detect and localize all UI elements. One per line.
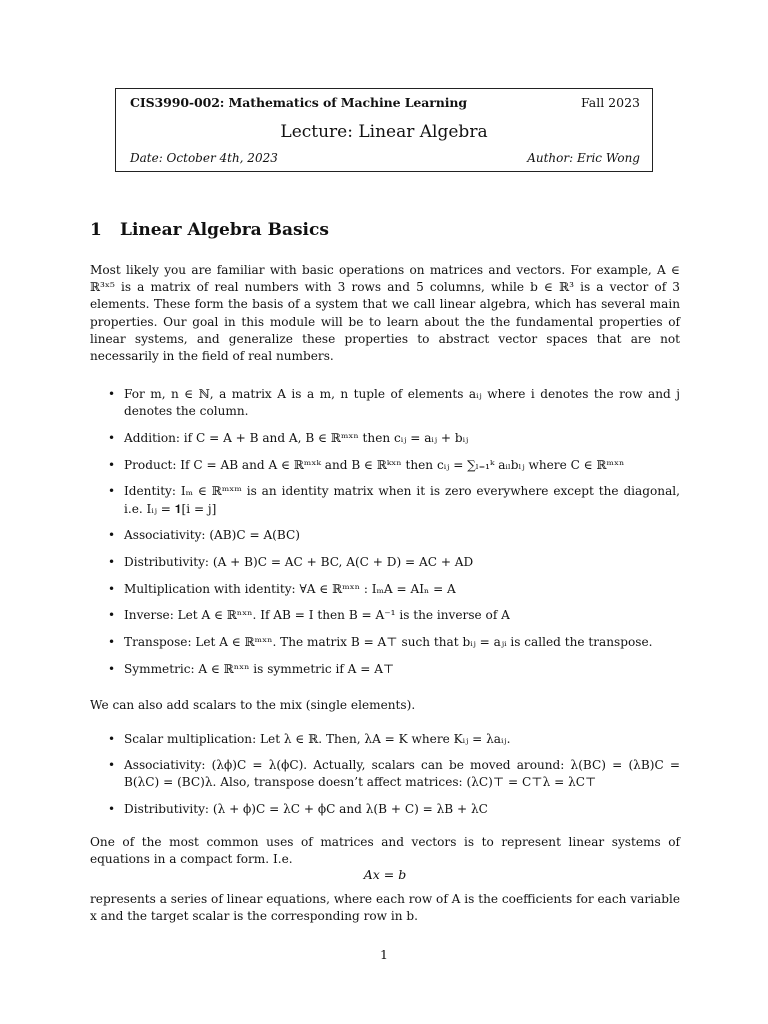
list-item-text: Symmetric: A ∈ ℝⁿˣⁿ is symmetric if A = A⊤	[124, 661, 395, 676]
list-item	[90, 457, 680, 474]
list-item	[90, 527, 680, 544]
bullet-icon: •	[108, 608, 116, 623]
list-item	[90, 581, 680, 598]
lecture-author: Author: Eric Wong	[527, 151, 640, 165]
list-item-text: Associativity: (λϕ)C = λ(ϕC). Actually, scalars can be moved around: λ(BC) = (λB)C = B(λC) = (BC)λ. Also, transpose doesn’t affect matrices: (λC)⊤ = C⊤λ = λC⊤	[124, 758, 680, 790]
list-item	[90, 731, 680, 748]
bullet-icon: •	[108, 801, 116, 816]
list-item	[90, 634, 680, 651]
lecture-date: Date: October 4th, 2023	[130, 151, 278, 165]
bullet-icon: •	[108, 430, 116, 445]
list-item-text: Distributivity: (A + B)C = AC + BC, A(C + D) = AC + AD	[124, 554, 474, 569]
section-heading	[90, 220, 329, 240]
course-title: CIS3990-002: Mathematics of Machine Learning	[130, 95, 467, 110]
list-item-text: Associativity: (AB)C = A(BC)	[124, 528, 300, 543]
list-item	[90, 430, 680, 447]
bullet-icon: •	[108, 528, 116, 543]
list-item-text: Inverse: Let A ∈ ℝⁿˣⁿ. If AB = I then B = A⁻¹ is the inverse of A	[124, 608, 510, 623]
list-item-text: Transpose: Let A ∈ ℝᵐˣⁿ. The matrix B = A⊤ such that bᵢⱼ = aⱼᵢ is called the transpose.	[124, 635, 653, 650]
list-item	[90, 801, 680, 818]
list-item	[90, 757, 680, 791]
bullet-icon: •	[108, 661, 116, 676]
page-number: 1	[380, 947, 388, 962]
list-item	[90, 483, 680, 517]
bullet-icon: •	[108, 732, 116, 746]
list-item-text: Scalar multiplication: Let λ ∈ ℝ. Then, λA = K where Kᵢⱼ = λaᵢⱼ.	[124, 732, 511, 746]
list-item	[90, 554, 680, 571]
list-item-text: Distributivity: (λ + ϕ)C = λC + ϕC and λ(B + C) = λB + λC	[124, 801, 488, 816]
list-item-text: Identity: Iₘ ∈ ℝᵐˣᵐ is an identity matrix when it is zero everywhere except the diagonal, i.e. Iᵢⱼ = 𝟏[i = j]	[124, 484, 680, 516]
list-item	[90, 386, 680, 420]
linear-systems-paragraph: One of the most common uses of matrices and vectors is to represent linear systems of equations in a compact form. I.e.	[90, 835, 680, 867]
lecture-title: Lecture: Linear Algebra	[280, 122, 488, 142]
bullet-icon: •	[108, 554, 116, 569]
bullet-icon: •	[108, 457, 116, 472]
list-item-text: For m, n ∈ ℕ, a matrix A is a m, n tuple of elements aᵢⱼ where i denotes the row and j denotes the column.	[124, 387, 680, 419]
scalars-paragraph: We can also add scalars to the mix (single elements).	[90, 698, 416, 712]
bullet-icon: •	[108, 635, 116, 650]
display-equation: Ax = b	[363, 867, 407, 882]
bullet-icon: •	[108, 484, 116, 499]
list-item-text: Addition: if C = A + B and A, B ∈ ℝᵐˣⁿ then cᵢⱼ = aᵢⱼ + bᵢⱼ	[124, 430, 469, 445]
term-label: Fall 2023	[580, 95, 640, 110]
list-item-text: Multiplication with identity: ∀A ∈ ℝᵐˣⁿ : IₘA = AIₙ = A	[124, 581, 456, 596]
list-item	[90, 607, 680, 624]
section-number: 1	[90, 220, 102, 240]
scalar-properties-list	[90, 731, 680, 827]
bullet-icon: •	[108, 387, 116, 401]
list-item	[90, 661, 680, 678]
section-title: Linear Algebra Basics	[120, 220, 329, 240]
bullet-icon: •	[108, 758, 116, 773]
lecture-header-box	[115, 88, 653, 172]
intro-paragraph: Most likely you are familiar with basic operations on matrices and vectors. For example, A ∈ ℝ³ˣ⁵ is a matrix of real numbers with 3 rows and 5 columns, while b ∈ ℝ³ is a vector of 3 elements. These form the basis of a system that we call linear algebra, which has several main properties. Our goal in this module will be to learn about the the fundamental properties of linear systems, and generalize these properties to abstract vector spaces that are not necessarily in the field of real numbers.	[90, 263, 680, 364]
properties-list	[90, 386, 680, 687]
list-item-text: Product: If C = AB and A ∈ ℝᵐˣᵏ and B ∈ ℝᵏˣⁿ then cᵢⱼ = ∑ₗ₌₁ᵏ aᵢₗbₗⱼ where C ∈ ℝᵐˣⁿ	[124, 457, 625, 472]
bullet-icon: •	[108, 581, 116, 596]
equation-explanation: represents a series of linear equations, where each row of A is the coefficients for each variable x and the target scalar is the corresponding row in b.	[90, 892, 680, 924]
